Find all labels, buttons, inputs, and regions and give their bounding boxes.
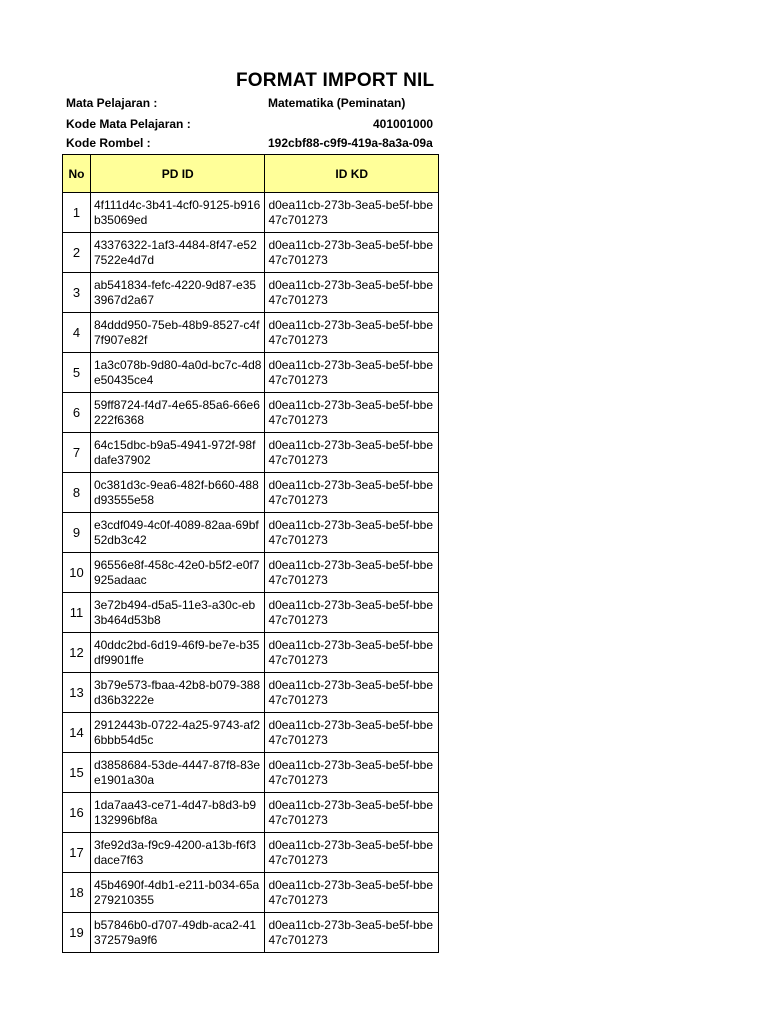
row-number-cell: 16	[63, 793, 91, 833]
pd-id-cell: b57846b0-d707-49db-aca2-41372579a9f6	[90, 913, 265, 953]
id-kd-cell: d0ea11cb-273b-3ea5-be5f-bbe47c701273	[265, 193, 439, 233]
pd-id-cell: 3fe92d3a-f9c9-4200-a13b-f6f3dace7f63	[90, 833, 265, 873]
row-number-cell: 14	[63, 713, 91, 753]
pd-id-cell: 1da7aa43-ce71-4d47-b8d3-b9132996bf8a	[90, 793, 265, 833]
table-row	[63, 273, 439, 313]
row-number-cell: 12	[63, 633, 91, 673]
pd-id-cell: 59ff8724-f4d7-4e65-85a6-66e6222f6368	[90, 393, 265, 433]
kode-mapel-label: Kode Mata Pelajaran :	[66, 117, 191, 131]
pd-id-cell: ab541834-fefc-4220-9d87-e353967d2a67	[90, 273, 265, 313]
id-kd-cell: d0ea11cb-273b-3ea5-be5f-bbe47c701273	[265, 353, 439, 393]
row-number-cell: 4	[63, 313, 91, 353]
table-row	[63, 233, 439, 273]
pd-id-cell: 45b4690f-4db1-e211-b034-65a279210355	[90, 873, 265, 913]
pd-id-cell: e3cdf049-4c0f-4089-82aa-69bf52db3c42	[90, 513, 265, 553]
row-number-cell: 3	[63, 273, 91, 313]
table-row	[63, 793, 439, 833]
table-row	[63, 633, 439, 673]
row-number-cell: 7	[63, 433, 91, 473]
pd-id-cell: 43376322-1af3-4484-8f47-e527522e4d7d	[90, 233, 265, 273]
header-id-kd: ID KD	[265, 155, 439, 193]
table-row	[63, 513, 439, 553]
row-number-cell: 15	[63, 753, 91, 793]
pd-id-cell: 0c381d3c-9ea6-482f-b660-488d93555e58	[90, 473, 265, 513]
pd-id-cell: 40ddc2bd-6d19-46f9-be7e-b35df9901ffe	[90, 633, 265, 673]
id-kd-cell: d0ea11cb-273b-3ea5-be5f-bbe47c701273	[265, 673, 439, 713]
nilai-table	[62, 154, 439, 953]
pd-id-cell: d3858684-53de-4447-87f8-83ee1901a30a	[90, 753, 265, 793]
id-kd-cell: d0ea11cb-273b-3ea5-be5f-bbe47c701273	[265, 793, 439, 833]
row-number-cell: 13	[63, 673, 91, 713]
row-number-cell: 6	[63, 393, 91, 433]
id-kd-cell: d0ea11cb-273b-3ea5-be5f-bbe47c701273	[265, 753, 439, 793]
id-kd-cell: d0ea11cb-273b-3ea5-be5f-bbe47c701273	[265, 433, 439, 473]
row-number-cell: 2	[63, 233, 91, 273]
kode-rombel-label: Kode Rombel :	[66, 136, 151, 150]
kode-rombel-value: 192cbf88-c9f9-419a-8a3a-09a	[268, 136, 433, 150]
row-number-cell: 8	[63, 473, 91, 513]
row-number-cell: 5	[63, 353, 91, 393]
pd-id-cell: 96556e8f-458c-42e0-b5f2-e0f7925adaac	[90, 553, 265, 593]
pd-id-cell: 84ddd950-75eb-48b9-8527-c4f7f907e82f	[90, 313, 265, 353]
table-row	[63, 873, 439, 913]
pd-id-cell: 64c15dbc-b9a5-4941-972f-98fdafe37902	[90, 433, 265, 473]
pd-id-cell: 3b79e573-fbaa-42b8-b079-388d36b3222e	[90, 673, 265, 713]
table-row	[63, 713, 439, 753]
row-number-cell: 18	[63, 873, 91, 913]
table-row	[63, 393, 439, 433]
row-number-cell: 17	[63, 833, 91, 873]
pd-id-cell: 2912443b-0722-4a25-9743-af26bbb54d5c	[90, 713, 265, 753]
page-title: FORMAT IMPORT NIL	[236, 70, 435, 91]
id-kd-cell: d0ea11cb-273b-3ea5-be5f-bbe47c701273	[265, 713, 439, 753]
row-number-cell: 10	[63, 553, 91, 593]
id-kd-cell: d0ea11cb-273b-3ea5-be5f-bbe47c701273	[265, 913, 439, 953]
row-number-cell: 19	[63, 913, 91, 953]
table-row	[63, 753, 439, 793]
pd-id-cell: 3e72b494-d5a5-11e3-a30c-eb3b464d53b8	[90, 593, 265, 633]
id-kd-cell: d0ea11cb-273b-3ea5-be5f-bbe47c701273	[265, 393, 439, 433]
mapel-value: Matematika (Peminatan)	[268, 96, 406, 110]
header-no: No	[63, 155, 91, 193]
row-number-cell: 9	[63, 513, 91, 553]
id-kd-cell: d0ea11cb-273b-3ea5-be5f-bbe47c701273	[265, 873, 439, 913]
table-row	[63, 193, 439, 233]
table-row	[63, 673, 439, 713]
table-row	[63, 473, 439, 513]
kode-mapel-value: 401001000	[373, 117, 434, 131]
id-kd-cell: d0ea11cb-273b-3ea5-be5f-bbe47c701273	[265, 833, 439, 873]
id-kd-cell: d0ea11cb-273b-3ea5-be5f-bbe47c701273	[265, 273, 439, 313]
row-number-cell: 11	[63, 593, 91, 633]
table-row	[63, 553, 439, 593]
table-row	[63, 913, 439, 953]
row-number-cell: 1	[63, 193, 91, 233]
pd-id-cell: 4f111d4c-3b41-4cf0-9125-b916b35069ed	[90, 193, 265, 233]
table-row	[63, 433, 439, 473]
id-kd-cell: d0ea11cb-273b-3ea5-be5f-bbe47c701273	[265, 473, 439, 513]
table-row	[63, 353, 439, 393]
pd-id-cell: 1a3c078b-9d80-4a0d-bc7c-4d8e50435ce4	[90, 353, 265, 393]
id-kd-cell: d0ea11cb-273b-3ea5-be5f-bbe47c701273	[265, 633, 439, 673]
table-row	[63, 313, 439, 353]
id-kd-cell: d0ea11cb-273b-3ea5-be5f-bbe47c701273	[265, 593, 439, 633]
table-header-row	[63, 155, 439, 193]
id-kd-cell: d0ea11cb-273b-3ea5-be5f-bbe47c701273	[265, 513, 439, 553]
id-kd-cell: d0ea11cb-273b-3ea5-be5f-bbe47c701273	[265, 233, 439, 273]
id-kd-cell: d0ea11cb-273b-3ea5-be5f-bbe47c701273	[265, 313, 439, 353]
mapel-label: Mata Pelajaran :	[66, 96, 158, 110]
table-row	[63, 593, 439, 633]
table-row	[63, 833, 439, 873]
id-kd-cell: d0ea11cb-273b-3ea5-be5f-bbe47c701273	[265, 553, 439, 593]
header-pd-id: PD ID	[90, 155, 265, 193]
